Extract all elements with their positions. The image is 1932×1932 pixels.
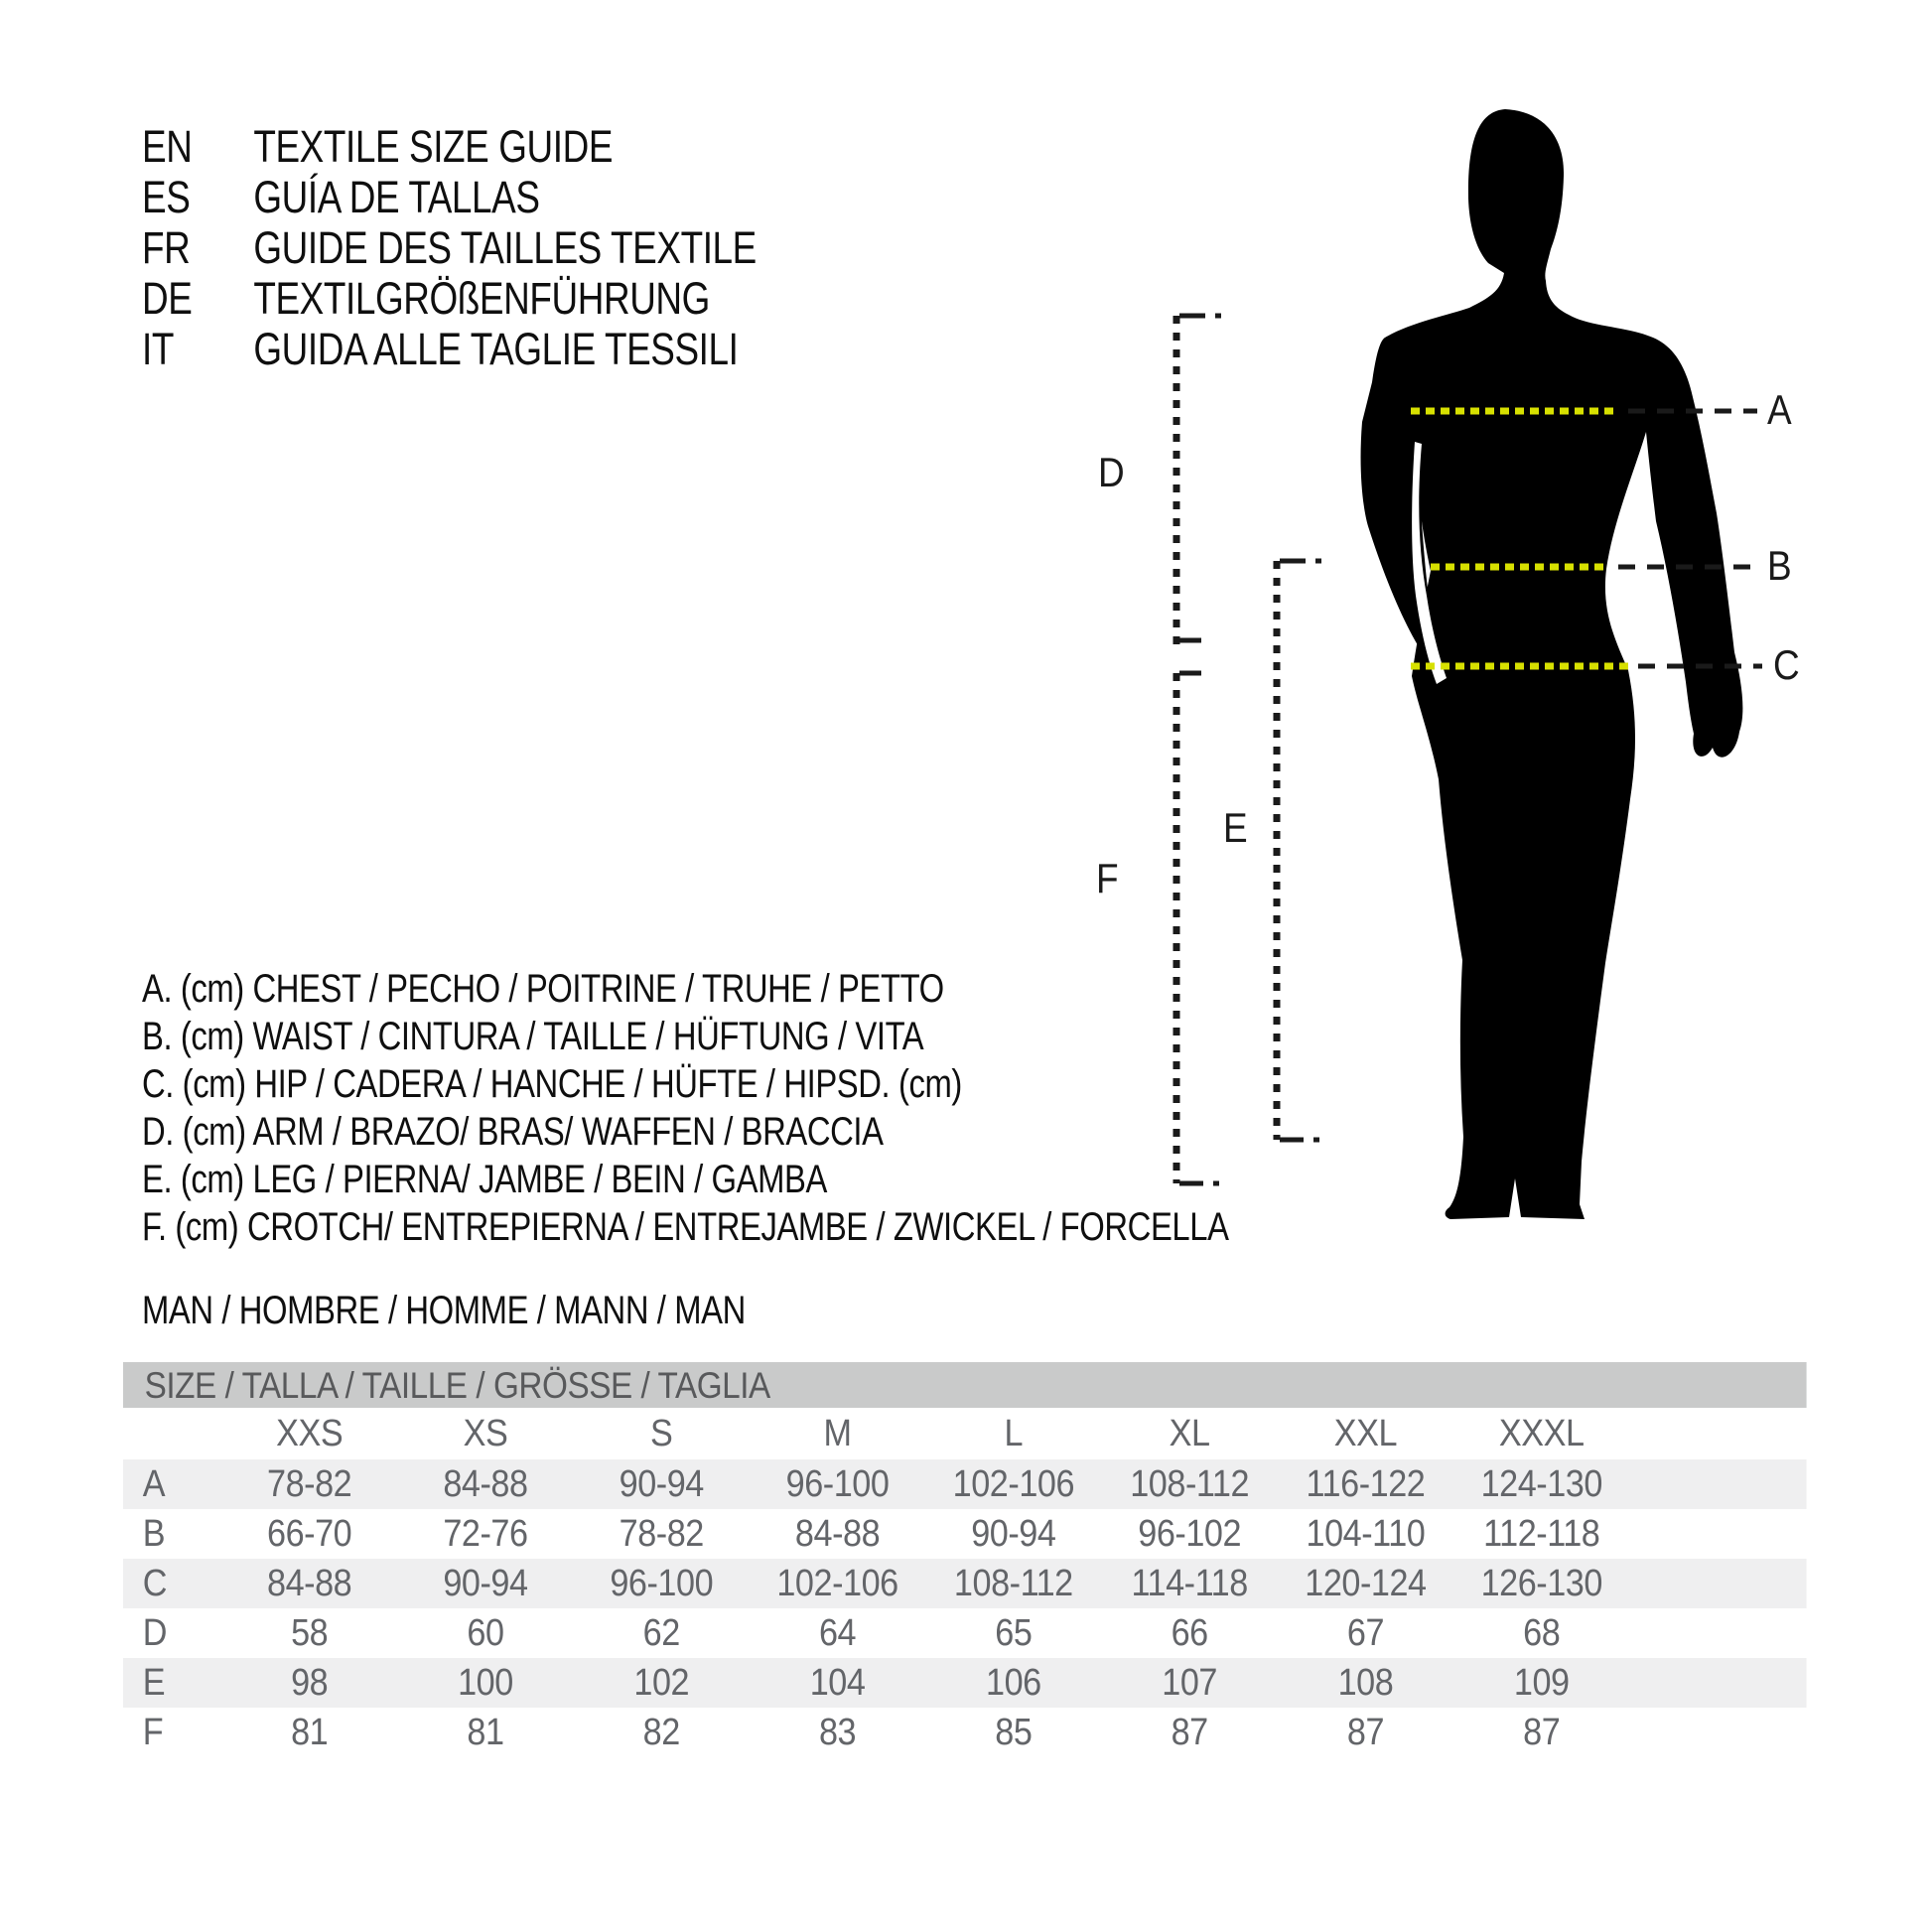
row-letter-cell: B <box>142 1512 166 1555</box>
size-table <box>123 1362 1807 1757</box>
lang-code-en: EN <box>142 121 193 172</box>
measurement-desc-waist: B. (cm) WAIST / CINTURA / TAILLE / HÜFTUNG / VITA <box>142 1015 924 1058</box>
table-cell: 102 <box>633 1661 690 1704</box>
measure-label-leg: E <box>1223 804 1248 851</box>
measurement-desc-arm: D. (cm) ARM / BRAZO/ BRAS/ WAFFEN / BRACCIA <box>142 1110 884 1154</box>
table-row <box>123 1708 1807 1757</box>
measure-label-waist: B <box>1767 542 1792 589</box>
table-row <box>123 1658 1807 1708</box>
table-cell: 116-122 <box>1306 1462 1426 1505</box>
table-cell: 96-100 <box>785 1462 890 1505</box>
row-letter-cell: C <box>142 1562 168 1604</box>
measurement-desc-chest: A. (cm) CHEST / PECHO / POITRINE / TRUHE / PETTO <box>142 967 944 1011</box>
table-cell: 107 <box>1162 1661 1218 1704</box>
title-row-fr <box>142 222 757 273</box>
table-cell: 126-130 <box>1480 1562 1602 1604</box>
table-cell: 84-88 <box>267 1562 352 1604</box>
size-table-body <box>123 1459 1807 1757</box>
table-cell: 104-110 <box>1306 1512 1426 1555</box>
table-cell: 102-106 <box>952 1462 1075 1505</box>
table-cell: 66-70 <box>267 1512 352 1555</box>
table-cell: 90-94 <box>971 1512 1056 1555</box>
table-cell: 85 <box>995 1711 1033 1753</box>
title-it: GUIDA ALLE TAGLIE TESSILI <box>253 324 739 374</box>
table-cell: 114-118 <box>1131 1562 1248 1604</box>
size-header-cell: XL <box>1169 1412 1210 1454</box>
size-header-row <box>123 1408 1807 1459</box>
table-cell: 102-106 <box>776 1562 898 1604</box>
title-row-de <box>142 273 757 324</box>
table-cell: 96-100 <box>610 1562 714 1604</box>
size-header-cell: L <box>1004 1412 1024 1454</box>
table-cell: 109 <box>1513 1661 1570 1704</box>
table-cell: 108-112 <box>1130 1462 1250 1505</box>
table-cell: 96-102 <box>1138 1512 1242 1555</box>
table-cell: 100 <box>458 1661 513 1704</box>
table-cell: 67 <box>1346 1611 1385 1654</box>
table-cell: 60 <box>467 1611 504 1654</box>
lang-code-de: DE <box>142 273 193 324</box>
table-cell: 108 <box>1337 1661 1394 1704</box>
row-letter-cell: F <box>142 1711 164 1753</box>
table-cell: 84-88 <box>794 1512 881 1555</box>
title-en: TEXTILE SIZE GUIDE <box>253 121 614 172</box>
table-cell: 58 <box>291 1611 329 1654</box>
row-letter-cell: E <box>142 1661 166 1704</box>
table-cell: 62 <box>642 1611 680 1654</box>
measure-label-hip: C <box>1773 641 1800 688</box>
size-header-cell: M <box>823 1412 852 1454</box>
title-de: TEXTILGRÖßENFÜHRUNG <box>253 273 710 324</box>
table-cell: 104 <box>809 1661 866 1704</box>
table-cell: 112-118 <box>1483 1512 1600 1555</box>
table-cell: 68 <box>1523 1611 1561 1654</box>
table-cell: 87 <box>1171 1711 1208 1753</box>
table-cell: 65 <box>995 1611 1033 1654</box>
table-cell: 106 <box>985 1661 1041 1704</box>
gender-line: MAN / HOMBRE / HOMME / MANN / MAN <box>142 1289 746 1332</box>
table-cell: 90-94 <box>619 1462 704 1505</box>
row-letter-cell: A <box>142 1462 166 1505</box>
table-cell: 98 <box>291 1661 329 1704</box>
table-row <box>123 1608 1807 1658</box>
measure-label-arm: D <box>1098 449 1125 495</box>
table-cell: 90-94 <box>443 1562 528 1604</box>
measure-label-crotch: F <box>1096 855 1119 901</box>
row-letter-cell: D <box>142 1611 168 1654</box>
table-cell: 81 <box>291 1711 329 1753</box>
lang-code-it: IT <box>142 324 174 374</box>
table-cell: 83 <box>818 1711 857 1753</box>
measurement-desc-hip: C. (cm) HIP / CADERA / HANCHE / HÜFTE / HIPSD. (cm) <box>142 1062 962 1106</box>
lang-code-fr: FR <box>142 222 191 273</box>
table-cell: 82 <box>642 1711 680 1753</box>
size-table-header-bar: SIZE / TALLA / TAILLE / GRÖSSE / TAGLIA <box>123 1362 1807 1408</box>
size-header-cell: XXS <box>276 1412 344 1454</box>
measurement-desc-crotch: F. (cm) CROTCH/ ENTREPIERNA / ENTREJAMBE / ZWICKEL / FORCELLA <box>142 1205 1229 1249</box>
table-cell: 124-130 <box>1480 1462 1602 1505</box>
title-row-it <box>142 324 757 374</box>
title-language-block <box>142 121 757 374</box>
table-cell: 87 <box>1346 1711 1385 1753</box>
table-cell: 84-88 <box>443 1462 528 1505</box>
size-header-cell: XXL <box>1333 1412 1398 1454</box>
measure-label-chest: A <box>1767 386 1792 433</box>
table-cell: 66 <box>1171 1611 1208 1654</box>
table-cell: 78-82 <box>267 1462 352 1505</box>
title-row-en <box>142 121 757 172</box>
measurement-descriptions <box>142 965 1229 1251</box>
size-header-cell: XS <box>463 1412 508 1454</box>
table-cell: 87 <box>1523 1711 1561 1753</box>
title-row-es <box>142 172 757 222</box>
lang-code-es: ES <box>142 172 191 222</box>
size-header-cell: S <box>650 1412 673 1454</box>
title-es: GUÍA DE TALLAS <box>253 172 540 222</box>
table-cell: 81 <box>467 1711 504 1753</box>
size-header-cell: XXXL <box>1498 1412 1585 1454</box>
table-row <box>123 1459 1807 1509</box>
table-row <box>123 1509 1807 1559</box>
title-fr: GUIDE DES TAILLES TEXTILE <box>253 222 757 273</box>
table-row <box>123 1559 1807 1608</box>
table-cell: 64 <box>818 1611 857 1654</box>
table-cell: 108-112 <box>953 1562 1073 1604</box>
table-cell: 78-82 <box>619 1512 704 1555</box>
measurement-desc-leg: E. (cm) LEG / PIERNA/ JAMBE / BEIN / GAMBA <box>142 1158 827 1201</box>
table-cell: 72-76 <box>443 1512 528 1555</box>
table-cell: 120-124 <box>1305 1562 1427 1604</box>
